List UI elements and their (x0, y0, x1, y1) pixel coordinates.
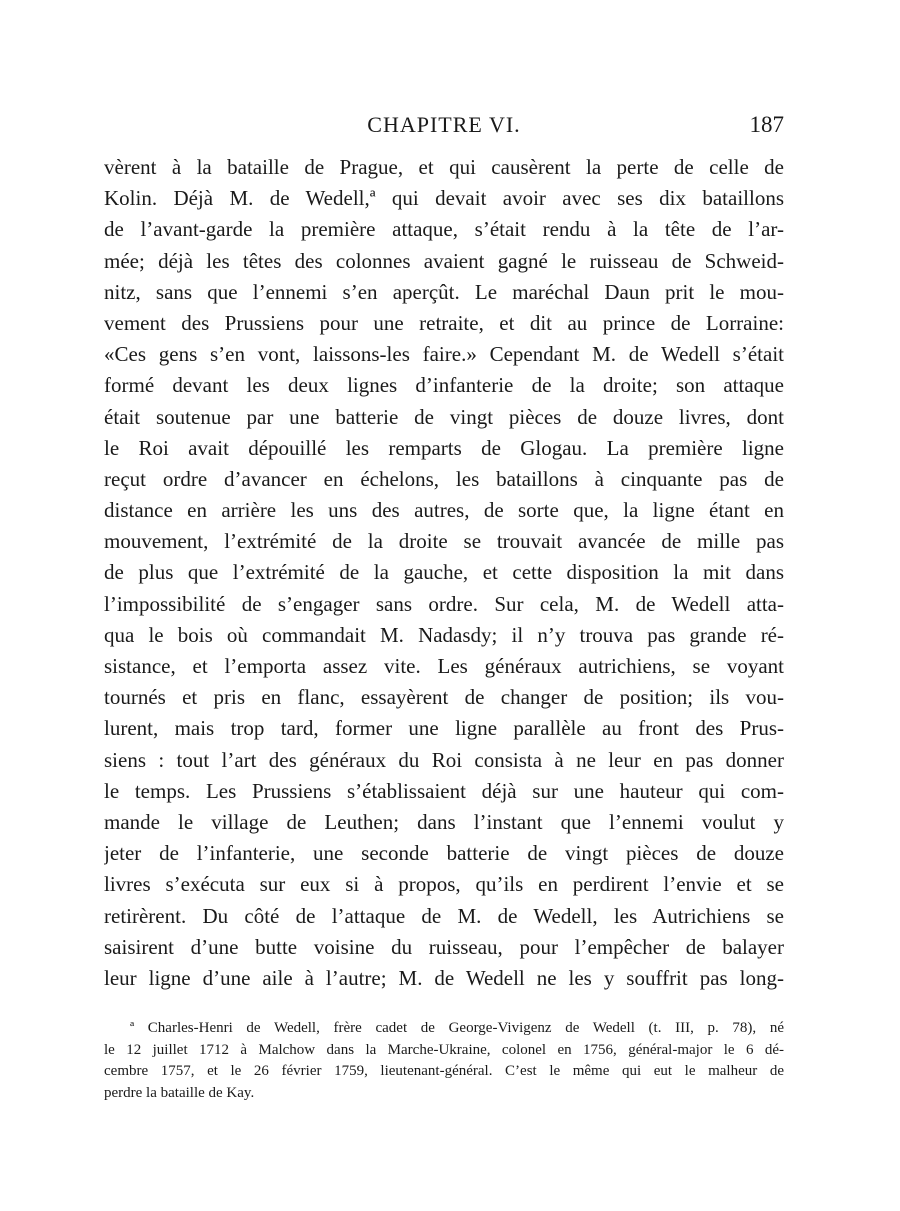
text-line: mée; déjà les têtes des colonnes avaient gagné le ruisseau de Schweid- (104, 248, 784, 273)
text-line: sistance, et l’emporta assez vite. Les généraux autrichiens, se voyant (104, 654, 784, 678)
text-line: nitz, sans que l’ennemi s’en aperçût. Le maréchal Daun prit le mou- (104, 279, 784, 304)
text-line: de plus que l’extrémité de la gauche, et cette disposition la mit dans (104, 560, 784, 585)
text-line: lurent, mais trop tard, former une ligne parallèle au front des Prus- (104, 716, 784, 741)
text-line: vèrent à la bataille de Prague, et qui causèrent la perte de celle de (104, 155, 784, 179)
text-line: Kolin. Déjà M. de Wedell,ª qui devait avoir avec ses dix bataillons (104, 186, 784, 211)
text-line: tournés et pris en flanc, essayèrent de changer de position; ils vou- (104, 685, 784, 710)
text-line: était soutenue par une batterie de vingt pièces de douze livres, dont (104, 404, 784, 429)
main-text (104, 152, 784, 994)
chapter-title: CHAPITRE VI. (367, 112, 521, 137)
text-line: reçut ordre d’avancer en échelons, les bataillons à cinquante pas de (104, 466, 784, 491)
text-line: leur ligne d’une aile à l’autre; M. de Wedell ne les y souffrit pas long- (104, 965, 784, 990)
text-line: jeter de l’infanterie, une seconde batterie de vingt pièces de douze (104, 841, 784, 866)
text-line: «Ces gens s’en vont, laissons-les faire.» Cependant M. de Wedell s’était (104, 342, 784, 367)
text-line: retirèrent. Du côté de l’attaque de M. de Wedell, les Autrichiens se (104, 903, 784, 928)
text-line: qua le bois où commandait M. Nadasdy; il n’y trouva pas grande ré- (104, 622, 784, 647)
text-line: l’impossibilité de s’engager sans ordre. Sur cela, M. de Wedell atta- (104, 591, 784, 616)
text-line: mouvement, l’extrémité de la droite se trouvait avancée de mille pas (104, 529, 784, 554)
running-header (104, 112, 784, 142)
text-line: distance en arrière les uns des autres, de sorte que, la ligne étant en (104, 498, 784, 523)
page-number: 187 (749, 112, 784, 137)
footnote (104, 1018, 784, 1104)
text-line: le temps. Les Prussiens s’établissaient déjà sur une hauteur qui com- (104, 778, 784, 803)
text-line: livres s’exécuta sur eux si à propos, qu’ils en perdirent l’envie et se (104, 872, 784, 897)
text-line: vement des Prussiens pour une retraite, et dit au prince de Lorraine: (104, 310, 784, 335)
footnote-line: cembre 1757, et le 26 février 1759, lieutenant-général. C’est le même qui eut le malheur de (104, 1063, 784, 1079)
footnote-line: ª Charles-Henri de Wedell, frère cadet de George-Vivigenz de Wedell (t. III, p. 78), né (130, 1020, 784, 1036)
text-line: formé devant les deux lignes d’infanterie de la droite; son attaque (104, 373, 784, 398)
text-line: de l’avant-garde la première attaque, s’était rendu à la tête de l’ar- (104, 217, 784, 242)
text-line: le Roi avait dépouillé les remparts de Glogau. La première ligne (104, 435, 784, 460)
footnote-line: perdre la bataille de Kay. (104, 1084, 255, 1101)
footnote-line: le 12 juillet 1712 à Malchow dans la Marche-Ukraine, colonel en 1756, général-major le 6 dé- (104, 1041, 784, 1058)
text-line: siens : tout l’art des généraux du Roi consista à ne leur en pas donner (104, 747, 784, 772)
text-line: saisirent d’une butte voisine du ruisseau, pour l’empêcher de balayer (104, 934, 784, 959)
text-line: mande le village de Leuthen; dans l’instant que l’ennemi voulut y (104, 809, 784, 834)
